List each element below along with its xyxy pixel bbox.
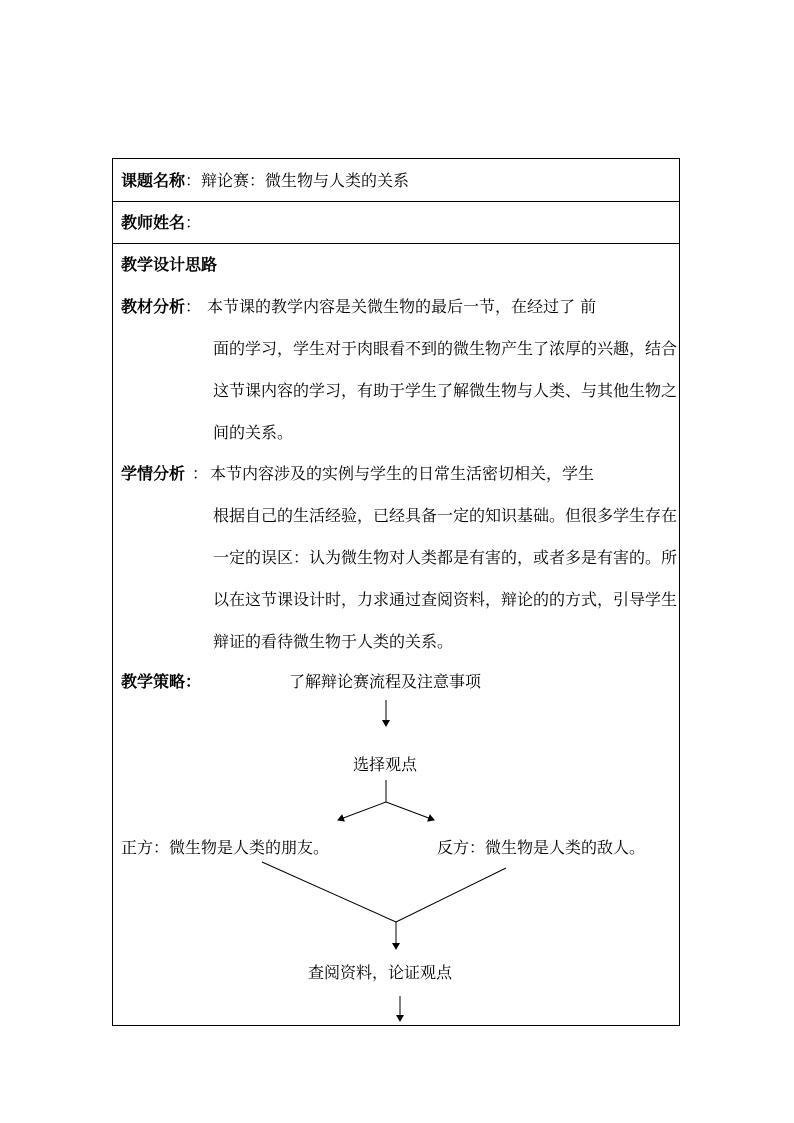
material-label: 教材分析 xyxy=(121,297,186,316)
student-line-1 xyxy=(121,464,594,484)
design-heading: 教学设计思路 xyxy=(121,255,218,274)
material-separator: ： xyxy=(185,297,202,316)
flow-pro-side: 正方：微生物是人类的朋友。 xyxy=(121,838,330,857)
student-separator: ： xyxy=(192,464,209,483)
row-divider xyxy=(113,201,679,202)
student-text: 根据自己的生活经验，已经具备一定的知识基础。但很多学生存在一定的误区：认为微生物对人类都是有害的，或者多是有害的。所以在这节课设计时，力求通过查阅资料，辩论的的方式，引导学生辩证的看待微生物于人类的关系。 xyxy=(213,506,678,651)
strategy-label: 教学策略： xyxy=(121,672,202,691)
teacher-row xyxy=(121,213,201,233)
topic-value: ：辩论赛：微生物与人类的关系 xyxy=(185,171,410,190)
flow-con-side: 反方：微生物是人类的敌人。 xyxy=(437,838,646,857)
student-label: 学情分析 xyxy=(121,464,186,483)
material-text: 面的学习，学生对于肉眼看不到的微生物产生了浓厚的兴趣，结合这节课内容的学习，有助于学生了解微生物与人类、与其他生物之间的关系。 xyxy=(213,339,678,442)
material-line-1 xyxy=(121,297,596,317)
row-divider xyxy=(113,243,679,244)
flow-step-research: 查阅资料，论证观点 xyxy=(308,963,453,982)
topic-row xyxy=(121,171,409,191)
student-text-first: 本节内容涉及的实例与学生的日常生活密切相关，学生 xyxy=(210,464,595,483)
teacher-label: 教师姓名 xyxy=(121,213,186,232)
flow-step-understand: 了解辩论赛流程及注意事项 xyxy=(289,672,482,691)
material-text-first: 本节课的教学内容是关微生物的最后一节，在经过了 前 xyxy=(207,297,597,316)
topic-label: 课题名称 xyxy=(121,171,186,190)
teacher-value: ： xyxy=(185,213,202,232)
flow-step-choose: 选择观点 xyxy=(353,755,418,774)
